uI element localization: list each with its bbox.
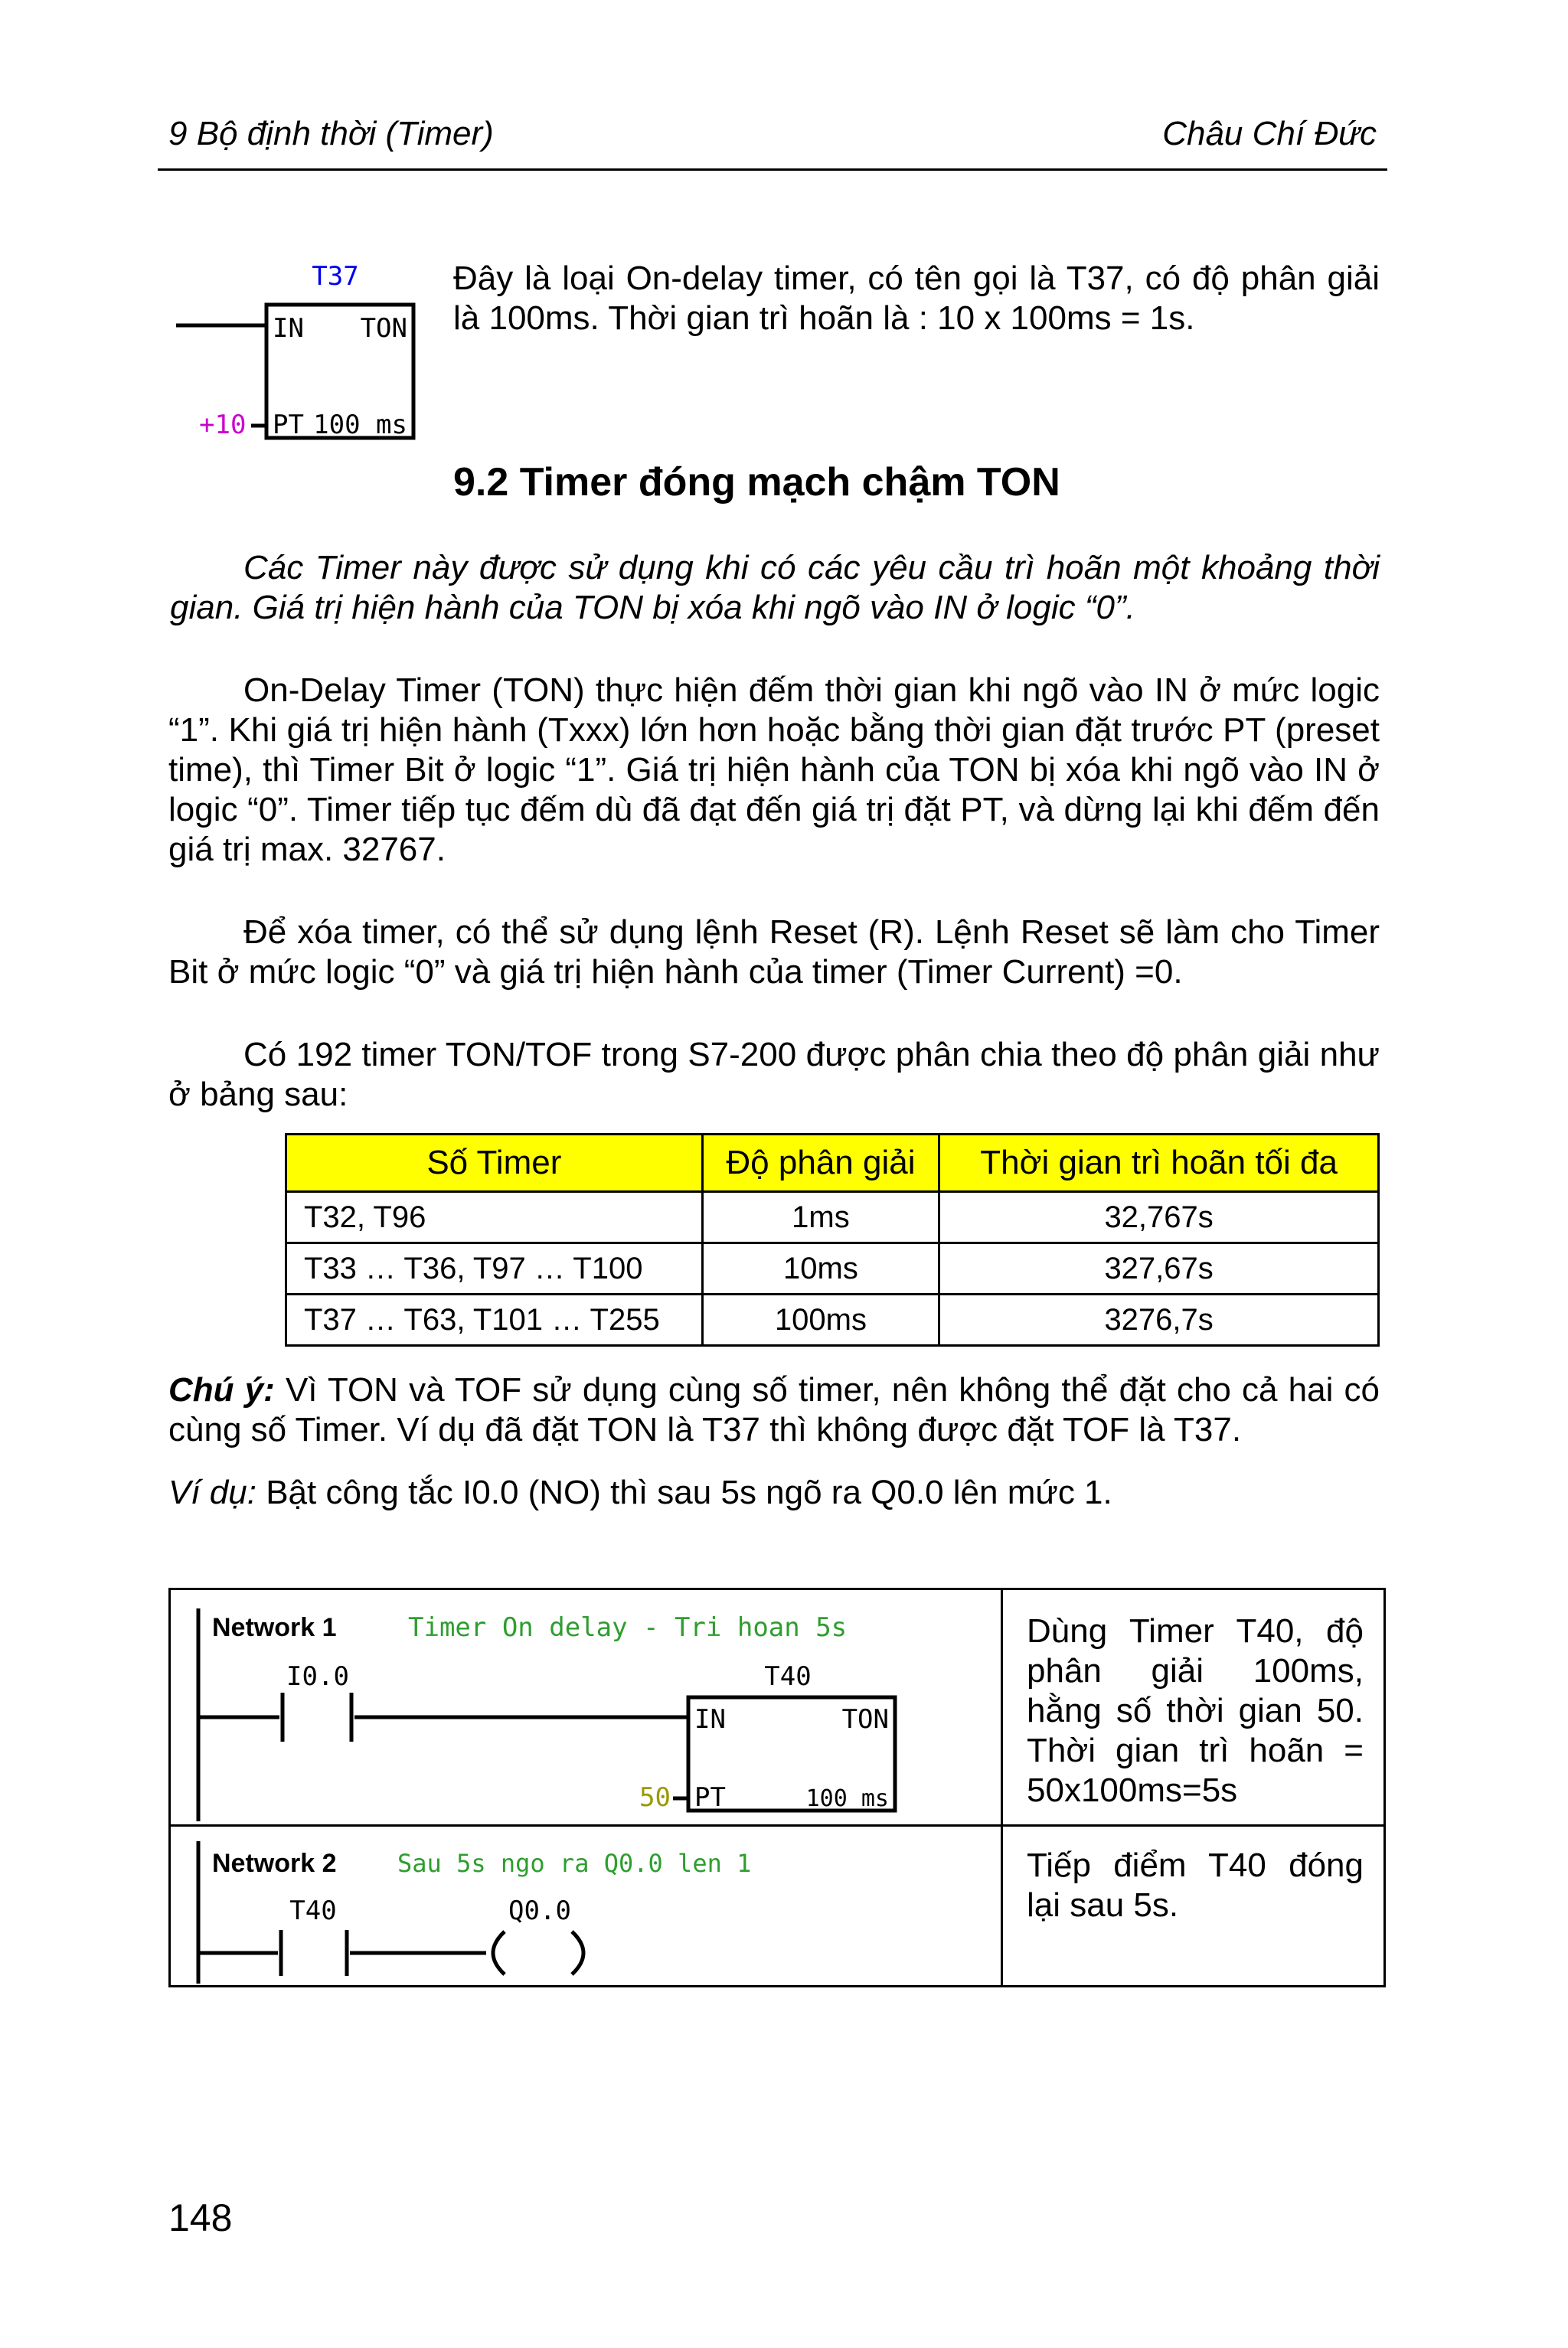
table-cell: 32,767s (939, 1192, 1379, 1243)
section-heading: 9.2 Timer đóng mạch chậm TON (453, 460, 1060, 505)
network-2-description: Tiếp điểm T40 đóng lại sau 5s. (1027, 1847, 1364, 1924)
note-text: Vì TON và TOF sử dụng cùng số timer, nên không thể đặt cho cả hai có cùng số Timer. Ví dụ đã đặt TON là T37 thì không được đặt TOF là T37. (168, 1371, 1380, 1448)
paragraph-2: On-Delay Timer (TON) thực hiện đếm thời gian khi ngõ vào IN ở mức logic “1”. Khi giá trị hiện hành (Txxx) lớn hơn hoặc bằng thời gian đặt trước PT (preset time), thì Timer Bit ở logic “1”. Giá trị hiện hành của TON bị xóa khi ngõ vào IN ở logic “0”. Timer tiếp tục đếm dù đã đạt đến giá trị đặt PT, và dừng lại khi đếm đến giá trị max. 32767. (168, 671, 1380, 868)
pt-label: PT (694, 1782, 726, 1813)
coil-label: Q0.0 (508, 1896, 571, 1926)
example-text: Bật công tắc I0.0 (NO) thì sau 5s ngõ ra Q0.0 lên mức 1. (256, 1474, 1112, 1511)
contact-label: I0.0 (286, 1661, 349, 1692)
intro-text: Đây là loại On-delay timer, có tên gọi là T37, có độ phân giải là 100ms. Thời gian trì hoãn là : 10 x 100ms = 1s. (453, 260, 1380, 337)
intro-preset-value: +10 (199, 410, 247, 440)
example-box (168, 1588, 1386, 1987)
example-label: Ví dụ: (168, 1474, 256, 1511)
header-author: Châu Chí Đức (1162, 115, 1377, 152)
table-row (286, 1243, 1379, 1295)
network-1-title: Network 1 (212, 1613, 337, 1642)
table-header: Thời gian trì hoãn tối đa (939, 1135, 1379, 1192)
network-1-comment: Timer On delay - Tri hoan 5s (408, 1612, 848, 1643)
table-cell: 3276,7s (939, 1295, 1379, 1346)
intro-timer-name: T37 (312, 261, 359, 292)
note-label: Chú ý: (168, 1371, 275, 1409)
table-cell: T32, T96 (286, 1192, 703, 1243)
resolution-label: 100 ms (805, 1785, 889, 1812)
table-header: Độ phân giải (702, 1135, 939, 1192)
table-header-row (286, 1135, 1379, 1192)
network-2-title: Network 2 (212, 1849, 337, 1878)
network-1-ladder (171, 1590, 998, 1823)
table-cell: T33 … T36, T97 … T100 (286, 1243, 703, 1295)
intro-pt-label: PT (273, 410, 304, 440)
page-number: 148 (168, 2196, 233, 2239)
note-paragraph (168, 1370, 1380, 1450)
header-chapter: 9 Bộ định thời (Timer) (168, 115, 494, 152)
paragraph-4: Có 192 timer TON/TOF trong S7-200 được phân chia theo độ phân giải như ở bảng sau: (168, 1036, 1380, 1113)
table-cell: 327,67s (939, 1243, 1379, 1295)
coil-left (493, 1932, 505, 1974)
paragraph-3: Để xóa timer, có thể sử dụng lệnh Reset (R). Lệnh Reset sẽ làm cho Timer Bit ở mức logic “0” và giá trị hiện hành của timer (Timer Current) =0. (168, 913, 1380, 991)
header-rule (158, 168, 1387, 171)
in-label: IN (694, 1704, 726, 1735)
table-row (286, 1192, 1379, 1243)
intro-resolution-label: 100 ms (313, 410, 407, 440)
contact-label: T40 (289, 1896, 337, 1926)
table-row (286, 1295, 1379, 1346)
table-cell: 10ms (702, 1243, 939, 1295)
table-cell: T37 … T63, T101 … T255 (286, 1295, 703, 1346)
table-header: Số Timer (286, 1135, 703, 1192)
intro-ton-diagram (168, 253, 429, 459)
coil-right (572, 1932, 583, 1974)
timer-name: T40 (764, 1661, 812, 1692)
example-box-divider (1001, 1590, 1003, 1985)
resolution-table (285, 1133, 1380, 1347)
network-2-comment: Sau 5s ngo ra Q0.0 len 1 (397, 1849, 752, 1878)
table-cell: 1ms (702, 1192, 939, 1243)
type-label: TON (841, 1704, 889, 1735)
paragraph-1: Các Timer này được sử dụng khi có các yêu cầu trì hoãn một khoảng thời gian. Giá trị hiện hành của TON bị xóa khi ngõ vào IN ở logic “0”. (170, 549, 1380, 626)
table-cell: 100ms (702, 1295, 939, 1346)
example-paragraph (168, 1473, 1380, 1513)
network-1-description: Dùng Timer T40, độ phân giải 100ms, hằng số thời gian 50. Thời gian trì hoãn = 50x100ms=5s (1027, 1612, 1364, 1809)
network-2-ladder (171, 1826, 998, 1984)
intro-in-label: IN (273, 313, 304, 344)
preset-value: 50 (639, 1782, 671, 1813)
intro-type-label: TON (360, 313, 407, 344)
